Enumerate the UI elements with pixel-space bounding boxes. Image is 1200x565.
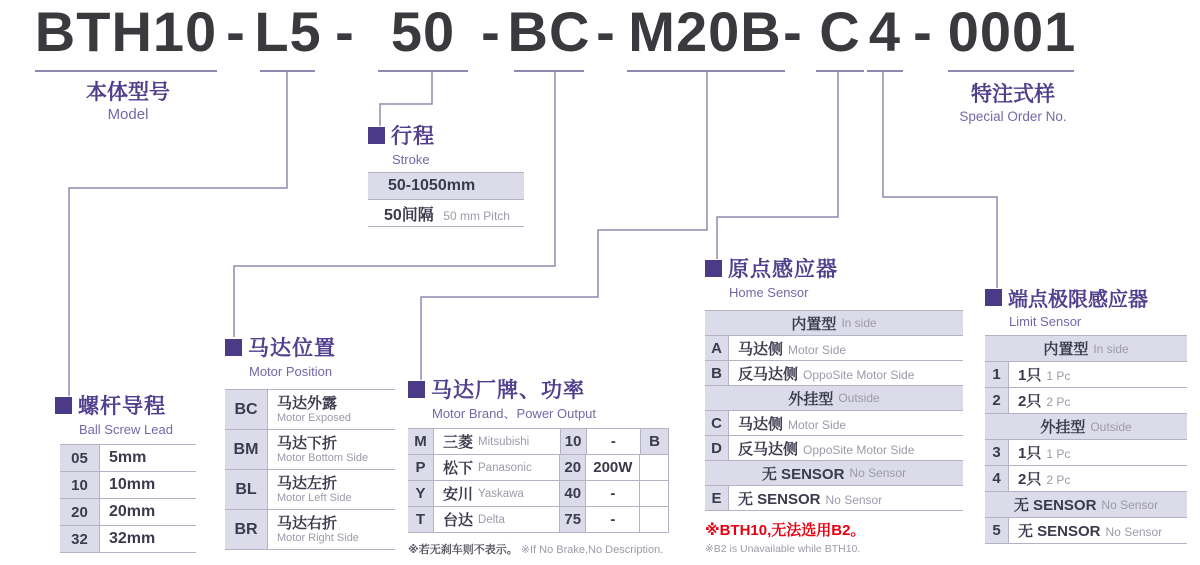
sensor-zh: 马达侧: [738, 415, 784, 433]
ball-screw-lead-table: [60, 444, 196, 553]
stroke-pitch-zh: 50间隔: [384, 206, 434, 224]
underline-limit-sensor: [867, 70, 903, 72]
ball-screw-lead-title-en: Ball Screw Lead: [79, 422, 173, 437]
motor-position-table: [225, 389, 395, 550]
position-zh: 马达下折: [277, 435, 338, 452]
brake-code: B: [641, 429, 669, 454]
model-segment-limit-sensor: 4: [868, 0, 902, 63]
connector-home-sensor: [717, 71, 838, 259]
position-zh: 马达左折: [277, 475, 338, 492]
section-stroke: [368, 120, 524, 227]
model-segment-stroke: 50: [390, 0, 456, 63]
home-sensor-note-red: ※BTH10,无法选用B2。: [705, 522, 866, 539]
motor-position-title-en: Motor Position: [249, 364, 333, 379]
sensor-code: 1: [985, 362, 1009, 387]
model-label-zh: 本体型号: [86, 81, 170, 104]
underline-motor-position: [514, 70, 584, 72]
section-motor-position-title: [225, 332, 395, 362]
brand-en: Mitsubishi: [478, 435, 530, 448]
table-row: [225, 430, 395, 470]
limit-sensor-table: [985, 335, 1187, 544]
position-en: Motor Bottom Side: [277, 452, 369, 464]
home-sensor-title-zh: 原点感应器: [728, 258, 838, 281]
table-row: [705, 361, 963, 386]
dash-icon: -: [481, 0, 501, 63]
stroke-pitch-en: 50 mm Pitch: [443, 208, 510, 223]
table-row: [985, 518, 1187, 544]
model-label-en: Model: [107, 106, 149, 123]
table-row: [60, 445, 196, 472]
brake-code: [640, 481, 669, 506]
model-label: [86, 80, 170, 124]
table-row: [225, 390, 395, 430]
model-segment-lead: L5: [254, 0, 322, 63]
group-zh: 内置型: [791, 315, 837, 333]
power-value: -: [586, 507, 640, 532]
section-ball-screw-lead-title: [55, 390, 197, 420]
limit-sensor-title-zh: 端点极限感应器: [1008, 289, 1148, 311]
brand-en: Panasonic: [478, 461, 532, 474]
group-en: Outside: [1090, 419, 1132, 434]
group-en: Outside: [838, 391, 880, 405]
sensor-zh: 1只: [1018, 367, 1042, 384]
table-row: [985, 388, 1187, 414]
stroke-range-row: [368, 173, 524, 200]
bullet-square-icon: [705, 260, 722, 277]
motor-brand-note: [408, 541, 671, 557]
position-en: Motor Left Side: [277, 492, 352, 504]
sensor-code: B: [705, 361, 729, 385]
sensor-en: No Sensor: [1105, 525, 1163, 539]
group-zh: 外挂型: [788, 390, 834, 408]
bullet-square-icon: [225, 339, 242, 356]
brake-code: [640, 455, 669, 480]
dash-icon: -: [335, 0, 355, 63]
model-segment-motor-brand: M20B: [628, 0, 782, 63]
table-row: [985, 362, 1187, 388]
table-row: [408, 455, 669, 481]
section-motor-position: [225, 332, 395, 550]
table-row: [60, 499, 196, 526]
bullet-square-icon: [985, 289, 1002, 306]
sensor-en: Motor Side: [788, 342, 847, 357]
table-row: [985, 466, 1187, 492]
brand-code: Y: [408, 481, 434, 506]
power-value: 200W: [586, 455, 640, 480]
sensor-en: Motor Side: [788, 417, 847, 432]
sensor-zh: 无 SENSOR: [1018, 523, 1101, 540]
section-motor-brand-title: [408, 374, 671, 404]
brand-en: Delta: [478, 513, 505, 526]
ball-screw-lead-title-zh: 螺杆导程: [78, 395, 166, 418]
stroke-table: [368, 172, 524, 227]
section-ball-screw-lead: [55, 390, 197, 553]
table-row: [225, 470, 395, 510]
stroke-pitch-row: [368, 200, 524, 227]
table-group-header: [705, 386, 963, 411]
motor-brand-table: [408, 428, 669, 533]
sensor-zh: 2只: [1018, 393, 1042, 410]
power-value: -: [586, 481, 640, 506]
group-en: In side: [841, 316, 877, 330]
dash-icon: -: [913, 0, 933, 63]
position-code: BR: [225, 510, 268, 549]
table-row: [408, 481, 669, 507]
sensor-code: D: [705, 436, 729, 460]
position-zh: 马达右折: [277, 515, 338, 532]
motor-brand-note-en: ※If No Brake,No Description.: [520, 544, 664, 556]
power-code: 40: [560, 481, 586, 506]
group-en: No Sensor: [849, 466, 907, 480]
lead-value: 10mm: [109, 476, 156, 493]
sensor-en: No Sensor: [825, 492, 883, 507]
brand-code: T: [408, 507, 434, 532]
limit-sensor-title-en: Limit Sensor: [1009, 314, 1082, 329]
lead-code: 32: [60, 526, 100, 552]
lead-code: 05: [60, 445, 100, 471]
sensor-zh: 反马达侧: [738, 440, 799, 458]
sensor-en: 1 Pc: [1046, 369, 1071, 383]
home-sensor-table: [705, 310, 963, 511]
power-code: 20: [560, 455, 586, 480]
power-code: 75: [560, 507, 586, 532]
position-code: BC: [225, 390, 268, 429]
underline-motor-brand: [627, 70, 785, 72]
brand-zh: 安川: [443, 486, 474, 503]
underline-special-order: [948, 70, 1074, 72]
table-row: [705, 486, 963, 511]
underline-lead: [260, 70, 315, 72]
brake-code: [640, 507, 669, 532]
table-row: [705, 336, 963, 361]
group-en: No Sensor: [1101, 497, 1159, 512]
brand-zh: 三菱: [443, 434, 474, 451]
dash-icon: -: [596, 0, 616, 63]
lead-value: 32mm: [109, 530, 156, 547]
position-zh: 马达外露: [277, 395, 338, 412]
sensor-code: 4: [985, 466, 1009, 491]
power-code: 10: [561, 429, 587, 454]
table-row: [60, 472, 196, 499]
brand-code: P: [408, 455, 434, 480]
sensor-code: 3: [985, 440, 1009, 465]
section-limit-sensor: [985, 283, 1187, 544]
home-sensor-title-en: Home Sensor: [729, 285, 809, 300]
table-row: [705, 436, 963, 461]
group-zh: 外挂型: [1040, 419, 1086, 436]
sensor-en: 1 Pc: [1046, 447, 1071, 461]
sensor-en: 2 Pc: [1046, 473, 1071, 487]
special-order-label-zh: 特注式样: [970, 83, 1055, 106]
group-zh: 无 SENSOR: [761, 465, 845, 483]
bullet-square-icon: [55, 397, 72, 414]
table-group-header: [985, 492, 1187, 518]
section-home-sensor-title: [705, 253, 963, 283]
model-segment-body: BTH10: [34, 0, 218, 63]
bullet-square-icon: [408, 381, 425, 398]
special-order-label-en: Special Order No.: [959, 109, 1067, 124]
table-group-header: [705, 311, 963, 336]
sensor-zh: 2只: [1018, 471, 1042, 488]
lead-value: 5mm: [109, 449, 147, 466]
section-stroke-title: [368, 120, 524, 150]
brand-code: M: [408, 429, 434, 454]
sensor-en: OppoSite Motor Side: [803, 367, 915, 382]
brand-en: Yaskawa: [478, 487, 524, 500]
underline-home-sensor: [816, 70, 864, 72]
model-segment-special-order: 0001: [947, 0, 1077, 63]
sensor-code: 5: [985, 518, 1009, 543]
special-order-label: [959, 82, 1066, 126]
sensor-en: OppoSite Motor Side: [803, 442, 915, 457]
table-row: [225, 510, 395, 550]
lead-code: 10: [60, 472, 100, 498]
motor-brand-title-zh: 马达厂牌、功率: [431, 379, 585, 402]
brand-zh: 台达: [443, 512, 474, 529]
lead-value: 20mm: [109, 503, 156, 520]
stroke-range: 50-1050mm: [388, 177, 476, 194]
sensor-zh: 马达侧: [738, 340, 784, 358]
power-value: -: [587, 429, 641, 454]
model-segment-home-sensor: C: [819, 0, 861, 63]
stroke-title-en: Stroke: [392, 152, 430, 167]
connector-stroke: [380, 71, 432, 126]
lead-code: 20: [60, 499, 100, 525]
position-en: Motor Right Side: [277, 532, 359, 544]
dash-icon: -: [226, 0, 246, 63]
motor-brand-title-en: Motor Brand、Power Output: [432, 406, 597, 421]
sensor-code: E: [705, 486, 729, 510]
sensor-zh: 反马达侧: [738, 365, 799, 383]
section-motor-brand: [408, 374, 671, 557]
table-group-header: [705, 461, 963, 486]
sensor-code: 2: [985, 388, 1009, 413]
table-row: [408, 429, 669, 455]
table-group-header: [985, 414, 1187, 440]
dash-icon: -: [783, 0, 803, 63]
model-segment-motor-position: BC: [507, 0, 591, 63]
bullet-square-icon: [368, 127, 385, 144]
table-row: [705, 411, 963, 436]
table-group-header: [985, 336, 1187, 362]
motor-brand-note-zh: ※若无刹车则不表示。: [408, 544, 518, 556]
home-sensor-note-gray: ※B2 is Unavailable while BTH10.: [705, 543, 861, 555]
section-home-sensor: [705, 253, 963, 555]
motor-position-title-zh: 马达位置: [248, 337, 336, 360]
position-en: Motor Exposed: [277, 412, 351, 424]
group-en: In side: [1093, 341, 1129, 356]
sensor-en: 2 Pc: [1046, 395, 1071, 409]
table-row: [408, 507, 669, 533]
brand-zh: 松下: [443, 460, 474, 477]
sensor-code: A: [705, 336, 729, 360]
table-row: [985, 440, 1187, 466]
group-zh: 无 SENSOR: [1013, 497, 1097, 514]
section-limit-sensor-title: [985, 283, 1187, 312]
stroke-title-zh: 行程: [391, 125, 435, 148]
sensor-zh: 无 SENSOR: [738, 490, 821, 508]
table-row: [60, 526, 196, 553]
group-zh: 内置型: [1043, 341, 1089, 358]
underline-body: [35, 70, 217, 72]
sensor-zh: 1只: [1018, 445, 1042, 462]
position-code: BM: [225, 430, 268, 469]
sensor-code: C: [705, 411, 729, 435]
position-code: BL: [225, 470, 268, 509]
underline-stroke: [378, 70, 468, 72]
